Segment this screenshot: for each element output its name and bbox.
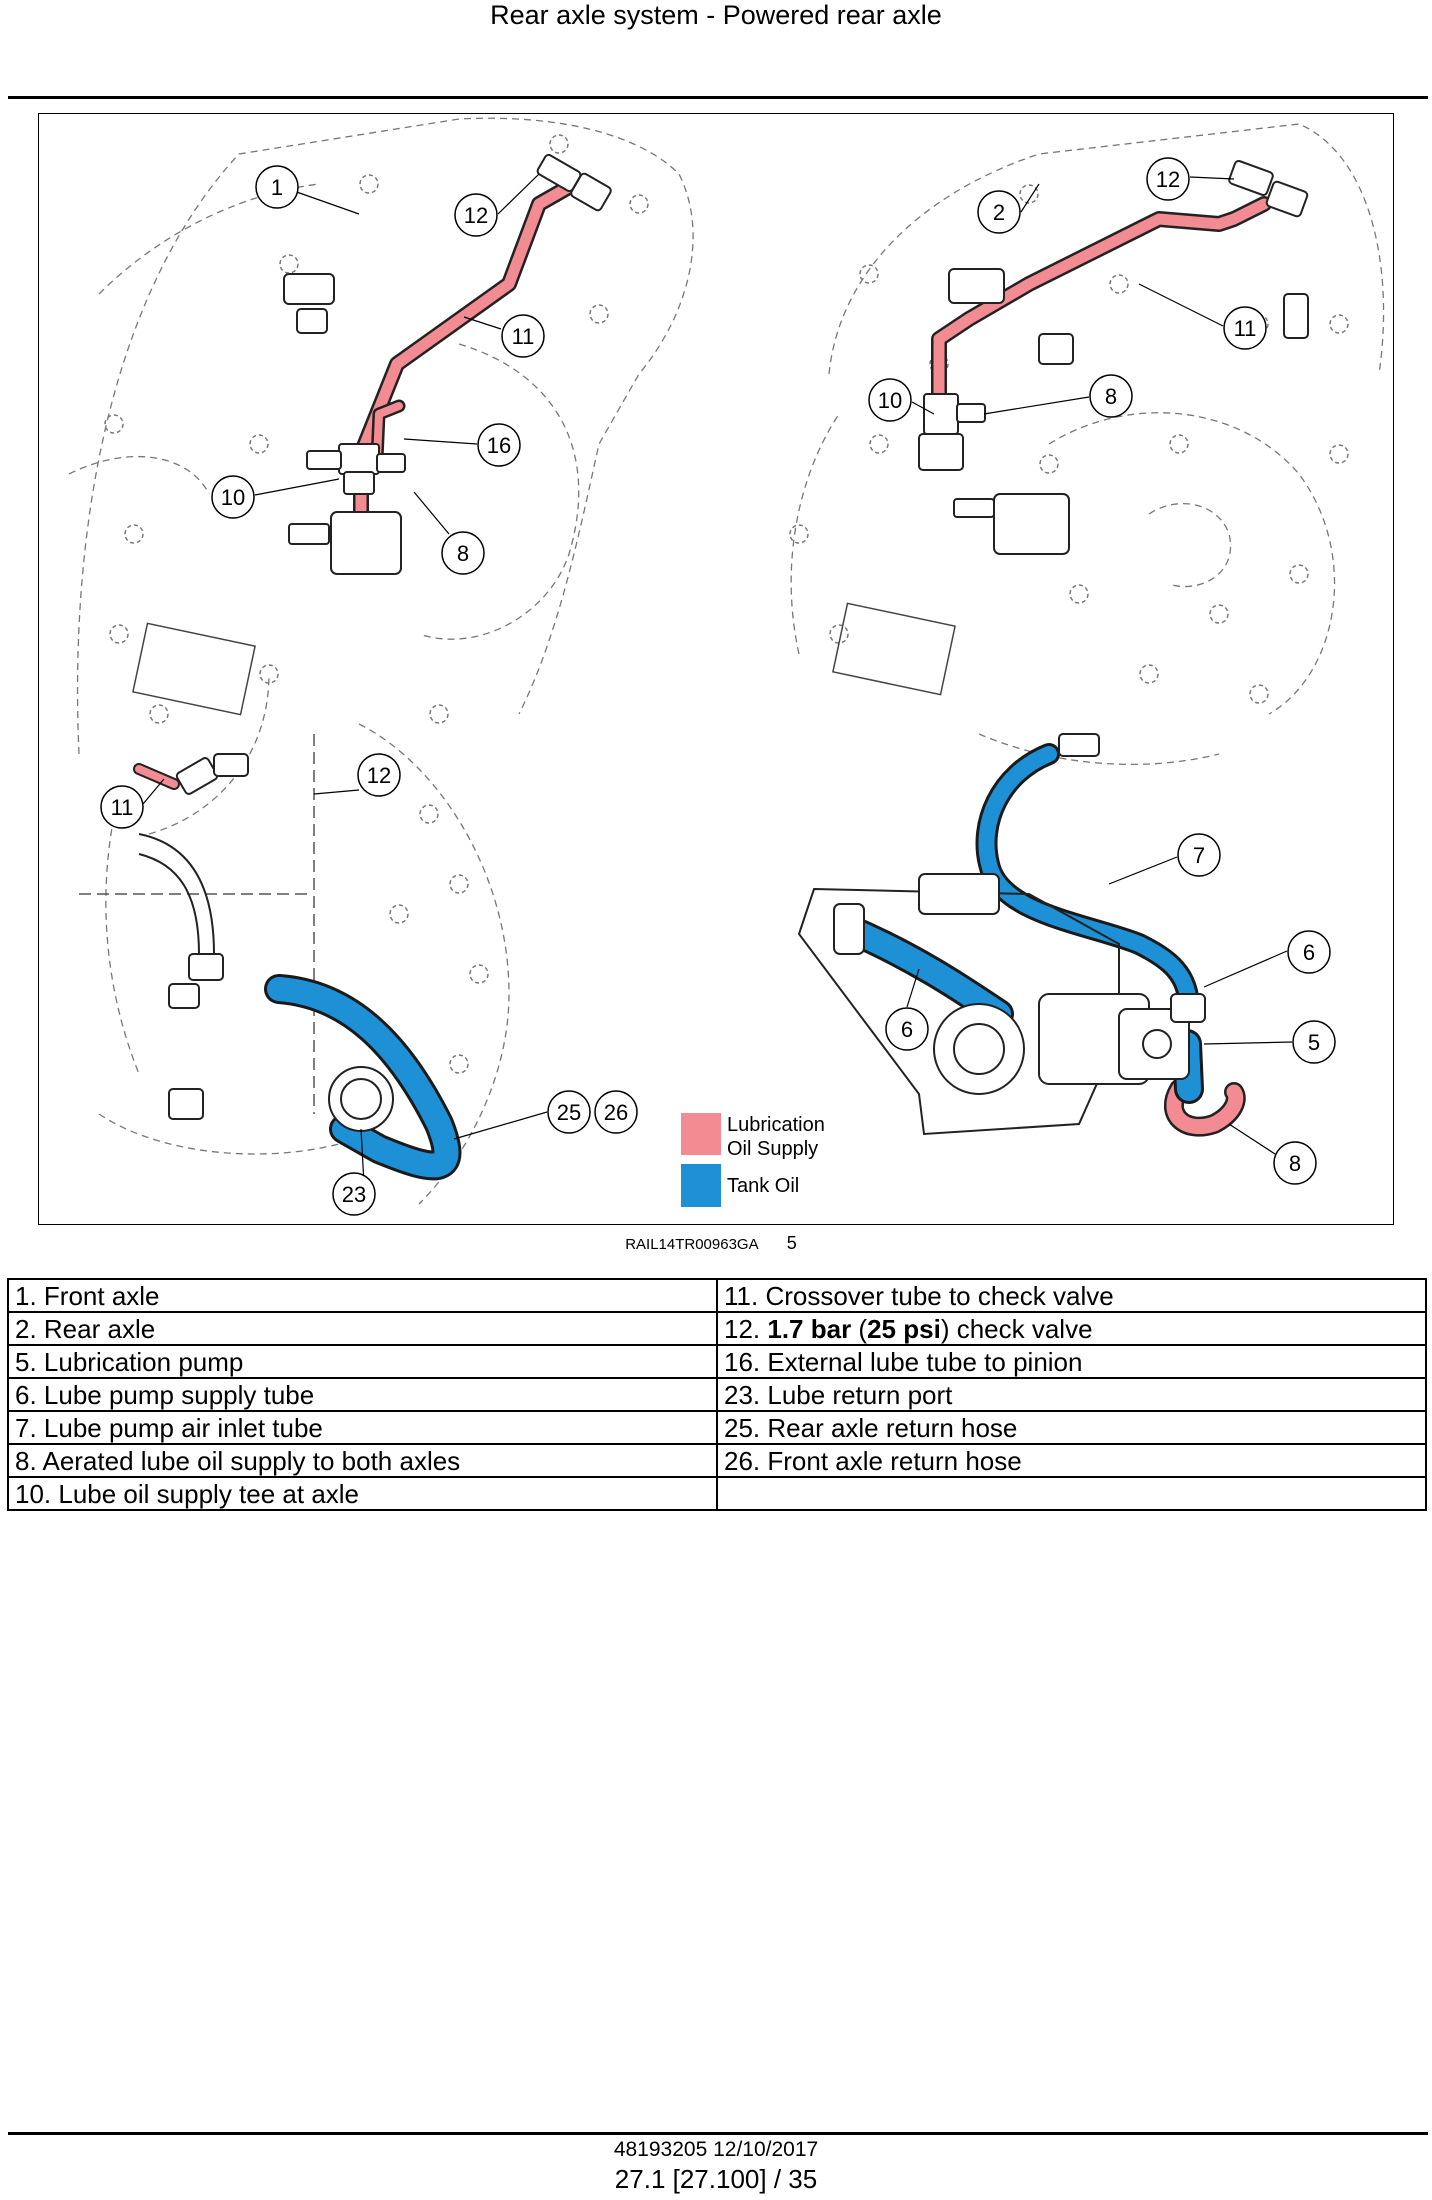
legend-cell: 23. Lube return port [717, 1378, 1426, 1411]
svg-text:11: 11 [1233, 316, 1257, 341]
svg-text:26: 26 [603, 1100, 629, 1125]
decal-plates [133, 603, 955, 714]
footer-divider [8, 2132, 1428, 2135]
callout-7 [1109, 834, 1220, 884]
table-row [8, 1345, 1426, 1378]
table-row [8, 1411, 1426, 1444]
legend-cell: 16. External lube tube to pinion [717, 1345, 1426, 1378]
footer-page-number: 27.1 [27.100] / 35 [614, 2164, 818, 2194]
legend-12-prefix: 12. [724, 1313, 768, 1344]
svg-text:12: 12 [366, 763, 392, 788]
svg-text:1: 1 [270, 175, 284, 200]
legend-cell: 2. Rear axle [8, 1312, 717, 1345]
callout-25 [454, 1091, 590, 1139]
legend-cell: 26. Front axle return hose [717, 1444, 1426, 1477]
callout-12-top-right [1147, 158, 1234, 200]
svg-text:23: 23 [341, 1182, 367, 1207]
table-row [8, 1279, 1426, 1312]
callout-12-bottom-left [314, 754, 400, 796]
callout-11-bottom-left [101, 779, 164, 828]
table-row [8, 1312, 1426, 1345]
figure-code: RAIL14TR00963GA [625, 1236, 759, 1253]
callout-10-top-left [212, 476, 339, 518]
legend-12-suffix: ) check valve [940, 1313, 1093, 1344]
legend-lube-label-2: Oil Supply [727, 1138, 819, 1160]
figure-number: 5 [786, 1233, 797, 1253]
svg-text:6: 6 [1302, 940, 1316, 965]
header-divider [8, 96, 1428, 99]
svg-text:11: 11 [511, 324, 535, 349]
callout-16 [404, 424, 520, 466]
fittings [169, 153, 1308, 1131]
callout-8-bottom-right [1229, 1124, 1316, 1184]
legend-cell: 1. Front axle [8, 1279, 717, 1312]
svg-text:6: 6 [900, 1017, 914, 1042]
svg-text:10: 10 [877, 388, 903, 413]
svg-text:11: 11 [110, 795, 134, 820]
callout-1 [256, 166, 359, 214]
legend-tank-label: Tank Oil [727, 1175, 800, 1197]
svg-text:8: 8 [1104, 384, 1118, 409]
color-legend [681, 1113, 825, 1207]
legend-swatch-tank [681, 1164, 721, 1207]
callout-6-right [1204, 931, 1330, 987]
callout-11-top-right [1139, 284, 1266, 349]
page-header-title: Rear axle system - Powered rear axle [490, 0, 942, 30]
parts-legend-table [7, 1278, 1427, 1511]
callout-5 [1204, 1021, 1335, 1063]
svg-text:25: 25 [556, 1100, 582, 1125]
table-row [8, 1444, 1426, 1477]
svg-text:10: 10 [220, 485, 246, 510]
legend-12-bar: 1.7 bar [767, 1313, 852, 1344]
svg-text:12: 12 [463, 203, 489, 228]
supply-tube [849, 929, 999, 1014]
legend-cell: 8. Aerated lube oil supply to both axles [8, 1444, 717, 1477]
svg-text:8: 8 [456, 541, 470, 566]
legend-swatch-lube [681, 1113, 721, 1155]
lubrication-diagram [38, 113, 1394, 1225]
callout-8-top-left [414, 492, 484, 574]
svg-text:12: 12 [1155, 167, 1181, 192]
lube-tube-outline-left [361, 188, 567, 534]
air-inlet-tube-outline [987, 754, 1190, 1009]
legend-cell: 7. Lube pump air inlet tube [8, 1411, 717, 1444]
figure-reference [0, 1233, 1432, 1254]
svg-text:7: 7 [1192, 843, 1206, 868]
air-inlet-tube [987, 754, 1190, 1009]
callout-8-top-right [984, 375, 1132, 417]
legend-12-mid: ( [851, 1313, 868, 1344]
table-row [8, 1477, 1426, 1510]
legend-cell [717, 1312, 1426, 1345]
legend-cell: 10. Lube oil supply tee at axle [8, 1477, 717, 1510]
table-row [8, 1378, 1426, 1411]
legend-cell: 25. Rear axle return hose [717, 1411, 1426, 1444]
callout-2 [978, 184, 1039, 233]
svg-text:2: 2 [992, 200, 1006, 225]
svg-text:5: 5 [1307, 1030, 1321, 1055]
legend-cell: 6. Lube pump supply tube [8, 1378, 717, 1411]
legend-12-psi: 25 psi [867, 1313, 941, 1344]
legend-lube-label-1: Lubrication [727, 1114, 825, 1136]
svg-text:16: 16 [486, 433, 512, 458]
diagram-drawing [39, 114, 1394, 1225]
svg-text:8: 8 [1288, 1151, 1302, 1176]
footer-doc-id: 48193205 12/10/2017 [613, 2138, 819, 2161]
callout-11-top-left [464, 315, 544, 357]
legend-cell: 11. Crossover tube to check valve [717, 1279, 1426, 1312]
legend-cell-empty [717, 1477, 1426, 1510]
legend-cell: 5. Lubrication pump [8, 1345, 717, 1378]
callout-26 [595, 1091, 637, 1133]
